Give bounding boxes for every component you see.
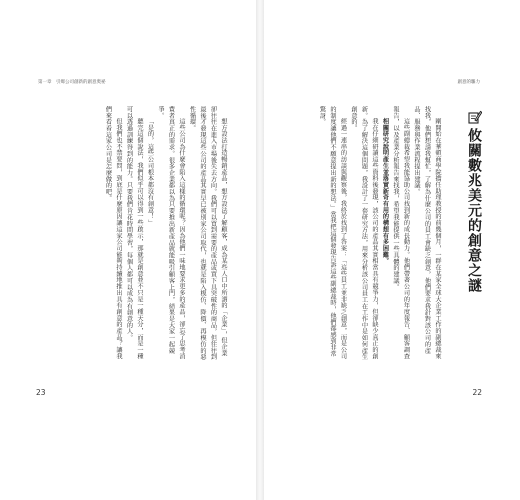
paragraph: 聽完這個說法，我們似乎可以得到一些啟示，那就是創意並不只是一種天分，而是一種可以透過訓練得到的能力。只要我們肯花時間學習，每個人都可以成為有創意的人。 [125, 106, 143, 360]
running-head-left: 第一章 引爆公司創新的創意奧祕 [38, 80, 106, 85]
left-page [0, 0, 256, 500]
paragraph: 這些副總裁希望我能協助公司找到新的成長動力。他們帶著公司的年度報告、顧客調查報告，以及產業分析報告來找我，希望我能提供一些具體的建議。 [392, 106, 410, 360]
book-gutter [256, 0, 264, 500]
emphasis-paragraph: 相關研究說明產生並落實新奇有用的構想有多困難。 [381, 118, 389, 265]
paragraph: 這些公司為什麼會陷入這樣的循環呢？因為他們一味地要求更多的產品，卻忘了思考消費者真正的需求。很多企業都以為只要推出新產品就能吸引顧客上門，結果是大家一起競爭。 [157, 106, 185, 360]
left-page-body [42, 106, 228, 360]
section-heading [460, 110, 490, 320]
section-heading-text: 攸關數兆美元的創意之謎 [466, 128, 482, 293]
right-page [264, 0, 520, 500]
running-head-right: 創意的驅力 [457, 80, 480, 85]
paragraph: 但我們也不禁要問，到底是什麼原因讓這家公司能夠持續地推出具有創意的產品？讓我們來看看這家公司是怎麼做的吧。 [104, 106, 122, 360]
paragraph: 我在仔細研讀這些資料後發現，該公司的產品其實相當具有競爭力，但卻缺少真正的創新。為了解決這個問題，我設計了一套研究方法，用來分析該公司員工在工作中是如何產生創意的。 [350, 106, 378, 360]
paragraph: 「是的，這些公司根本都沒有創意！」 [146, 118, 154, 227]
pencil-paper-icon [468, 110, 482, 124]
paragraph: 經過一連串的訪談與觀察後，我終於找到了答案：「這些員工並非缺乏創意，而是公司的制度讓他們不願意提出新的想法。」當我把這個發現告訴這些副總裁時，他們都感到非常驚訝。 [318, 106, 347, 360]
paragraph: 剛開始在華頓商學院擔任助理教授的前幾個月，一群在某家全球大企業工作的副總裁來找我，他們想請我幫忙，了解為什麼公司的員工會缺乏創意，他們要求我針對該公司的產品、服務與作業流程提出建議。 [413, 106, 441, 360]
paragraph: 想方設法打造暢銷產品，想方設法了解顧客，成為某些人口中所謂的「企業」，但企業卻往往在進入市場後失去方向。我們可以買到需要的產品或買下具突破性的商品，但往往到最後才發現這些公司的產品其實早已被別家公司取代，也就是陷入模仿、降價、再模仿的惡性循環。 [188, 106, 227, 360]
page-number-left: 23 [36, 388, 46, 397]
right-page-body [276, 106, 442, 360]
page-number-right: 22 [472, 388, 482, 397]
